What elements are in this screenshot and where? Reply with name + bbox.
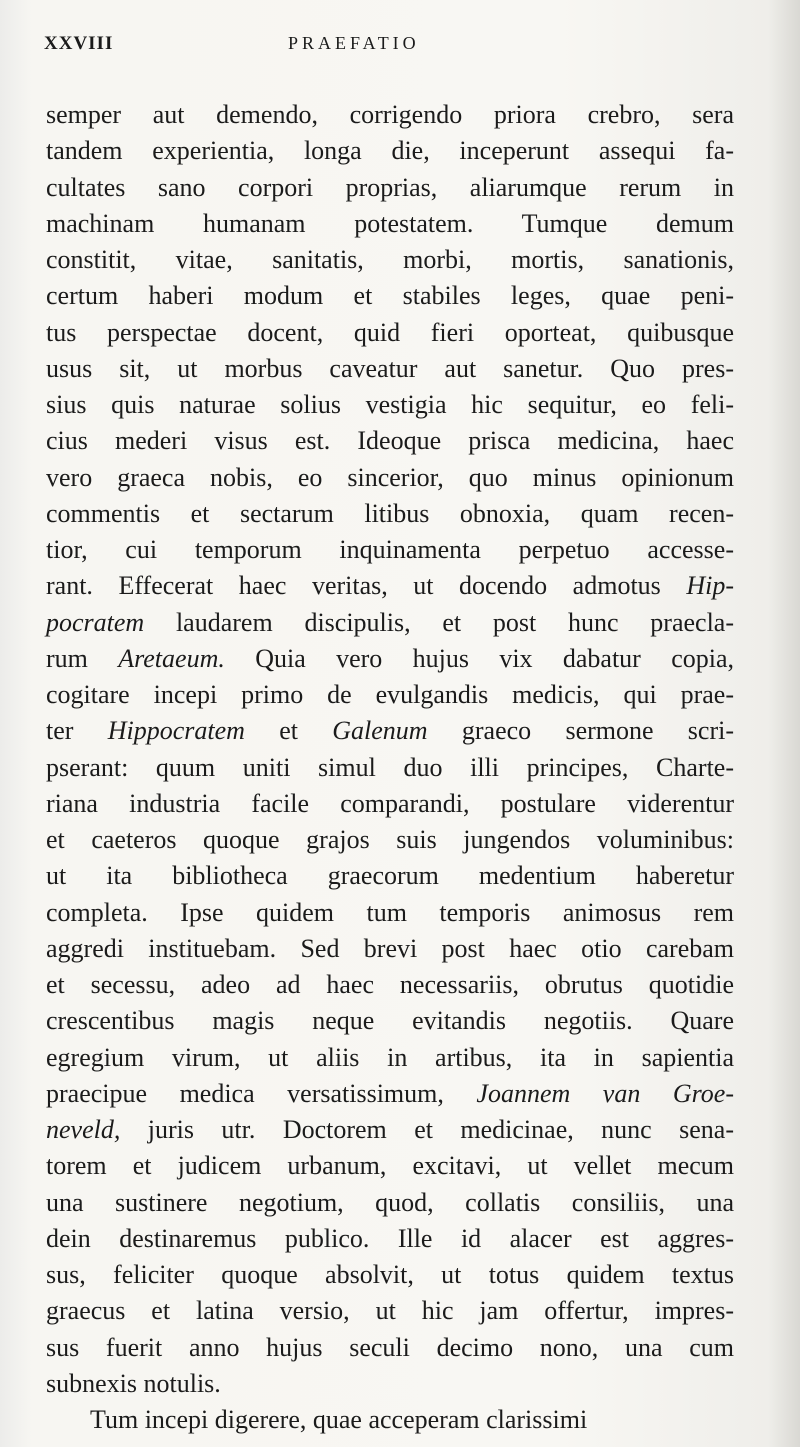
text-segment: ter	[46, 716, 108, 746]
text-line: constitit, vitae, sanitatis, morbi, mortis, sanationis,	[46, 245, 734, 274]
italic-name: Joannem van Groe-	[476, 1078, 734, 1108]
text-line: tandem experientia, longa die, inceperunt assequi fa-	[46, 136, 734, 166]
text-line: cogitare incepi primo de evulgandis medicis, qui prae-	[46, 680, 734, 709]
text-line	[46, 1076, 734, 1112]
italic-name: neveld,	[46, 1115, 121, 1144]
text-line: graecus et latina versio, ut hic jam offertur, impres-	[46, 1296, 734, 1326]
text-segment: rum	[46, 643, 119, 673]
text-line	[46, 568, 734, 604]
text-line: cultates sano corpori proprias, aliarumque rerum in	[46, 172, 734, 202]
text-line: machinam humanam potestatem. Tumque demum	[46, 208, 734, 238]
italic-name: Hippocratem	[107, 716, 245, 746]
text-segment: Quia vero hujus vix dabatur copia,	[224, 643, 734, 673]
text-line: egregium virum, ut aliis in artibus, ita in sapientia	[46, 1042, 734, 1072]
text-segment: laudarem discipulis, et post hunc praecla-	[144, 607, 734, 637]
page-number: XXVIII	[44, 33, 114, 54]
text-line: una sustinere negotium, quod, collatis consiliis, una	[46, 1187, 734, 1217]
italic-name: Aretaeum.	[118, 643, 225, 673]
text-line: certum haberi modum et stabiles leges, quae peni-	[46, 281, 734, 311]
text-line: aggredi instituebam. Sed brevi post haec otio carebam	[46, 933, 734, 963]
text-line: subnexis notulis.	[46, 1368, 221, 1398]
text-line: cius mederi visus est. Ideoque prisca medicina, haec	[46, 426, 734, 456]
text-line: semper aut demendo, corrigendo priora crebro, sera	[46, 100, 734, 129]
text-line: pserant: quum uniti simul duo illi principes, Charte-	[46, 752, 734, 782]
page-header	[44, 33, 744, 61]
text-line: sus fuerit anno hujus seculi decimo nono, una cum	[46, 1332, 734, 1362]
text-line: tus perspectae docent, quid fieri oporteat, quibusque	[46, 317, 734, 347]
text-line: sius quis naturae solius vestigia hic sequitur, eo feli-	[46, 390, 734, 419]
text-line: commentis et sectarum litibus obnoxia, quam recen-	[46, 498, 734, 528]
text-line: torem et judicem urbanum, excitavi, ut vellet mecum	[46, 1151, 734, 1181]
italic-name: Galenum	[332, 716, 428, 746]
text-line: et secessu, adeo ad haec necessariis, obrutus quotidie	[46, 970, 734, 999]
italic-name: pocratem	[46, 607, 145, 637]
text-line: dein destinaremus publico. Ille id alacer est aggres-	[46, 1223, 734, 1253]
text-line	[46, 1112, 734, 1148]
text-segment: et	[244, 716, 333, 746]
text-segment: graeco sermone scri-	[427, 716, 735, 746]
text-line: tior, cui temporum inquinamenta perpetuo accesse-	[46, 535, 734, 564]
running-title: PRAEFATIO	[288, 33, 420, 53]
text-line: Tum incepi digerere, quae acceperam clarissimi	[90, 1405, 588, 1434]
text-line	[46, 713, 734, 749]
text-line: vero graeca nobis, eo sincerior, quo minus opinionum	[46, 462, 734, 492]
text-line: sus, feliciter quoque absolvit, ut totus quidem textus	[46, 1260, 734, 1289]
text-line: usus sit, ut morbus caveatur aut sanetur. Quo pres-	[46, 353, 734, 383]
text-line	[46, 605, 734, 641]
text-line: ut ita bibliotheca graecorum medentium haberetur	[46, 861, 734, 891]
text-line: riana industria facile comparandi, postulare viderentur	[46, 788, 734, 818]
text-segment: rant. Effecerat haec veritas, ut docendo admotus	[46, 571, 687, 601]
text-segment: praecipue medica versatissimum,	[46, 1078, 477, 1108]
text-line: completa. Ipse quidem tum temporis animosus rem	[46, 897, 734, 927]
body-text	[46, 97, 734, 1438]
text-line: et caeteros quoque grajos suis jungendos voluminibus:	[46, 825, 734, 854]
text-line: crescentibus magis neque evitandis negotiis. Quare	[46, 1006, 734, 1036]
text-segment: juris utr. Doctorem et medicinae, nunc sena-	[120, 1115, 734, 1144]
italic-name: Hip-	[686, 571, 734, 601]
text-line	[46, 641, 734, 677]
